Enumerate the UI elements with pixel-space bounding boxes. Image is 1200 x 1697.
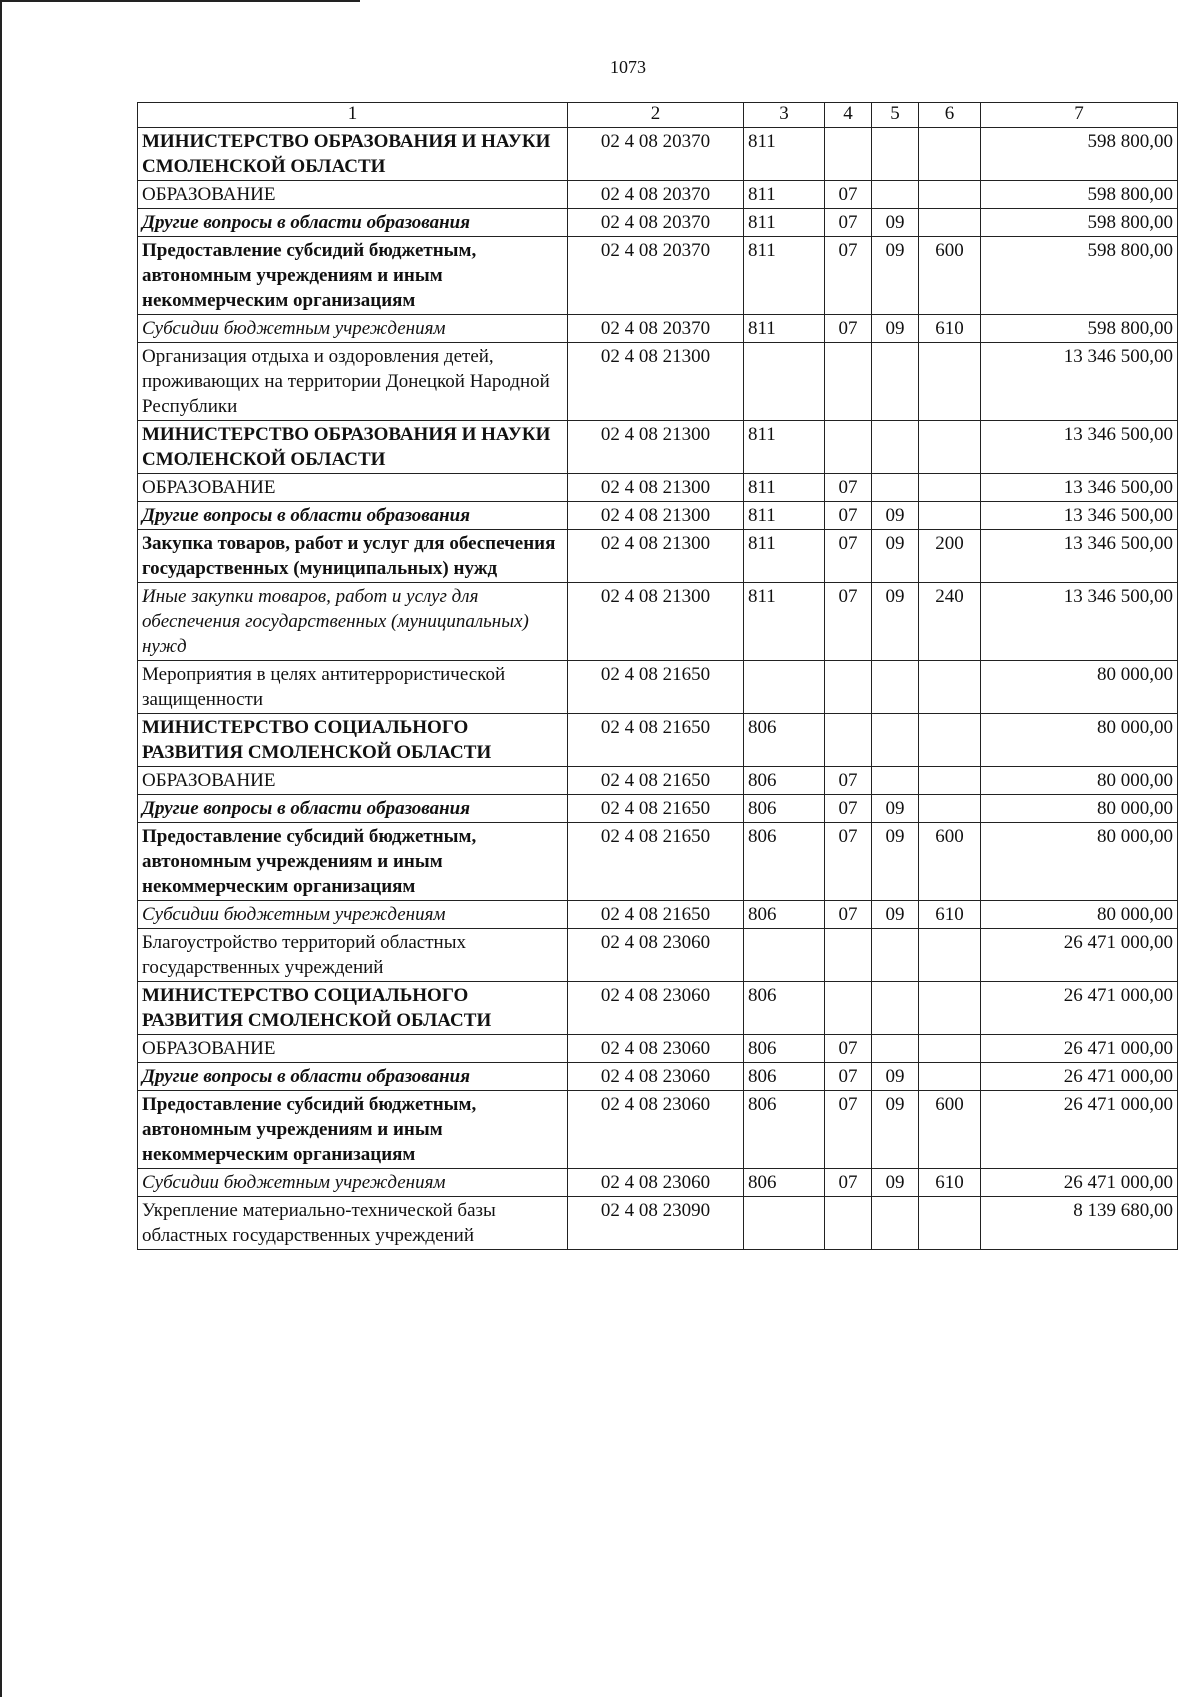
ministry-code-cell: 811: [744, 315, 825, 343]
subsection-cell: 09: [872, 1169, 919, 1197]
amount-cell: 13 346 500,00: [981, 421, 1178, 474]
amount-cell: 8 139 680,00: [981, 1197, 1178, 1250]
section-cell: 07: [825, 823, 872, 901]
column-header: 7: [981, 103, 1178, 128]
row-name-cell: ОБРАЗОВАНИЕ: [138, 474, 568, 502]
row-name-cell: Закупка товаров, работ и услуг для обеспечения государственных (муниципальных) нужд: [138, 530, 568, 583]
ministry-code-cell: 811: [744, 237, 825, 315]
ministry-code-cell: 811: [744, 502, 825, 530]
row-name-cell: Укрепление материально-технической базы областных государственных учреждений: [138, 1197, 568, 1250]
subsection-cell: 09: [872, 823, 919, 901]
row-name-cell: Благоустройство территорий областных государственных учреждений: [138, 929, 568, 982]
ministry-code-cell: 806: [744, 1063, 825, 1091]
ministry-code-cell: 806: [744, 1169, 825, 1197]
expense-type-cell: 240: [919, 583, 981, 661]
amount-cell: 598 800,00: [981, 181, 1178, 209]
section-cell: [825, 929, 872, 982]
row-name-cell: Другие вопросы в области образования: [138, 1063, 568, 1091]
target-article-cell: 02 4 08 23060: [568, 1035, 744, 1063]
subsection-cell: 09: [872, 209, 919, 237]
row-name-cell: МИНИСТЕРСТВО СОЦИАЛЬНОГО РАЗВИТИЯ СМОЛЕНСКОЙ ОБЛАСТИ: [138, 982, 568, 1035]
amount-cell: 13 346 500,00: [981, 474, 1178, 502]
ministry-code-cell: 806: [744, 714, 825, 767]
target-article-cell: 02 4 08 21300: [568, 583, 744, 661]
target-article-cell: 02 4 08 21300: [568, 421, 744, 474]
row-name-cell: МИНИСТЕРСТВО СОЦИАЛЬНОГО РАЗВИТИЯ СМОЛЕНСКОЙ ОБЛАСТИ: [138, 714, 568, 767]
subsection-cell: 09: [872, 530, 919, 583]
target-article-cell: 02 4 08 20370: [568, 237, 744, 315]
amount-cell: 80 000,00: [981, 823, 1178, 901]
table-row: [138, 583, 1178, 661]
table-row: [138, 502, 1178, 530]
table-row: [138, 343, 1178, 421]
row-name-cell: МИНИСТЕРСТВО ОБРАЗОВАНИЯ И НАУКИ СМОЛЕНСКОЙ ОБЛАСТИ: [138, 128, 568, 181]
table-row: [138, 661, 1178, 714]
expense-type-cell: [919, 929, 981, 982]
subsection-cell: [872, 474, 919, 502]
target-article-cell: 02 4 08 21650: [568, 714, 744, 767]
expense-type-cell: [919, 421, 981, 474]
subsection-cell: [872, 1035, 919, 1063]
table-row: [138, 823, 1178, 901]
ministry-code-cell: 811: [744, 474, 825, 502]
column-header: 6: [919, 103, 981, 128]
expense-type-cell: [919, 661, 981, 714]
table-row: [138, 474, 1178, 502]
amount-cell: 13 346 500,00: [981, 343, 1178, 421]
ministry-code-cell: 806: [744, 1035, 825, 1063]
ministry-code-cell: 806: [744, 823, 825, 901]
expense-type-cell: [919, 767, 981, 795]
target-article-cell: 02 4 08 21650: [568, 661, 744, 714]
target-article-cell: 02 4 08 20370: [568, 181, 744, 209]
table-row: [138, 181, 1178, 209]
row-name-cell: Мероприятия в целях антитеррористической защищенности: [138, 661, 568, 714]
ministry-code-cell: 811: [744, 530, 825, 583]
expense-type-cell: [919, 1035, 981, 1063]
subsection-cell: 09: [872, 901, 919, 929]
ministry-code-cell: 806: [744, 901, 825, 929]
expense-type-cell: 600: [919, 237, 981, 315]
row-name-cell: Субсидии бюджетным учреждениям: [138, 315, 568, 343]
amount-cell: 598 800,00: [981, 128, 1178, 181]
table-body: [138, 128, 1178, 1250]
target-article-cell: 02 4 08 20370: [568, 209, 744, 237]
subsection-cell: [872, 128, 919, 181]
amount-cell: 26 471 000,00: [981, 929, 1178, 982]
expense-type-cell: 610: [919, 901, 981, 929]
section-cell: 07: [825, 1091, 872, 1169]
subsection-cell: [872, 343, 919, 421]
table-row: [138, 1169, 1178, 1197]
target-article-cell: 02 4 08 23090: [568, 1197, 744, 1250]
table-row: [138, 530, 1178, 583]
subsection-cell: [872, 929, 919, 982]
budget-table: [137, 102, 1178, 1250]
expense-type-cell: [919, 128, 981, 181]
expense-type-cell: [919, 1063, 981, 1091]
amount-cell: 13 346 500,00: [981, 530, 1178, 583]
subsection-cell: [872, 181, 919, 209]
ministry-code-cell: 806: [744, 767, 825, 795]
target-article-cell: 02 4 08 23060: [568, 1091, 744, 1169]
row-name-cell: Субсидии бюджетным учреждениям: [138, 1169, 568, 1197]
expense-type-cell: [919, 1197, 981, 1250]
section-cell: 07: [825, 583, 872, 661]
subsection-cell: 09: [872, 502, 919, 530]
row-name-cell: ОБРАЗОВАНИЕ: [138, 1035, 568, 1063]
target-article-cell: 02 4 08 23060: [568, 1169, 744, 1197]
row-name-cell: Предоставление субсидий бюджетным, автономным учреждениям и иным некоммерческим организациям: [138, 823, 568, 901]
ministry-code-cell: 811: [744, 421, 825, 474]
table-row: [138, 982, 1178, 1035]
subsection-cell: 09: [872, 795, 919, 823]
column-header: 2: [568, 103, 744, 128]
expense-type-cell: [919, 181, 981, 209]
ministry-code-cell: [744, 661, 825, 714]
row-name-cell: Субсидии бюджетным учреждениям: [138, 901, 568, 929]
expense-type-cell: 600: [919, 823, 981, 901]
ministry-code-cell: 811: [744, 181, 825, 209]
amount-cell: 13 346 500,00: [981, 502, 1178, 530]
expense-type-cell: [919, 982, 981, 1035]
section-cell: 07: [825, 237, 872, 315]
subsection-cell: [872, 767, 919, 795]
subsection-cell: 09: [872, 1063, 919, 1091]
table-row: [138, 1197, 1178, 1250]
section-cell: 07: [825, 530, 872, 583]
page-edge-left: [0, 0, 2, 1697]
section-cell: [825, 128, 872, 181]
ministry-code-cell: [744, 929, 825, 982]
target-article-cell: 02 4 08 21300: [568, 474, 744, 502]
amount-cell: 13 346 500,00: [981, 583, 1178, 661]
subsection-cell: 09: [872, 1091, 919, 1169]
table-row: [138, 421, 1178, 474]
table-row: [138, 714, 1178, 767]
expense-type-cell: 610: [919, 315, 981, 343]
section-cell: [825, 982, 872, 1035]
table-row: [138, 209, 1178, 237]
section-cell: 07: [825, 315, 872, 343]
expense-type-cell: 200: [919, 530, 981, 583]
target-article-cell: 02 4 08 21300: [568, 530, 744, 583]
table-row: [138, 1091, 1178, 1169]
table-row: [138, 795, 1178, 823]
target-article-cell: 02 4 08 21650: [568, 823, 744, 901]
row-name-cell: Предоставление субсидий бюджетным, автономным учреждениям и иным некоммерческим организациям: [138, 1091, 568, 1169]
row-name-cell: Организация отдыха и оздоровления детей, проживающих на территории Донецкой Народной Республики: [138, 343, 568, 421]
row-name-cell: Предоставление субсидий бюджетным, автономным учреждениям и иным некоммерческим организациям: [138, 237, 568, 315]
subsection-cell: [872, 982, 919, 1035]
ministry-code-cell: 811: [744, 209, 825, 237]
expense-type-cell: [919, 474, 981, 502]
row-name-cell: Другие вопросы в области образования: [138, 795, 568, 823]
section-cell: 07: [825, 901, 872, 929]
target-article-cell: 02 4 08 23060: [568, 929, 744, 982]
ministry-code-cell: 811: [744, 583, 825, 661]
amount-cell: 26 471 000,00: [981, 1091, 1178, 1169]
target-article-cell: 02 4 08 23060: [568, 1063, 744, 1091]
row-name-cell: Иные закупки товаров, работ и услуг для обеспечения государственных (муниципальных) нужд: [138, 583, 568, 661]
amount-cell: 80 000,00: [981, 795, 1178, 823]
section-cell: 07: [825, 1169, 872, 1197]
target-article-cell: 02 4 08 21300: [568, 502, 744, 530]
amount-cell: 80 000,00: [981, 901, 1178, 929]
section-cell: [825, 714, 872, 767]
table-row: [138, 315, 1178, 343]
expense-type-cell: 610: [919, 1169, 981, 1197]
ministry-code-cell: 806: [744, 982, 825, 1035]
subsection-cell: 09: [872, 237, 919, 315]
subsection-cell: [872, 1197, 919, 1250]
amount-cell: 26 471 000,00: [981, 1035, 1178, 1063]
subsection-cell: 09: [872, 315, 919, 343]
target-article-cell: 02 4 08 20370: [568, 315, 744, 343]
section-cell: 07: [825, 1063, 872, 1091]
amount-cell: 80 000,00: [981, 661, 1178, 714]
amount-cell: 26 471 000,00: [981, 1063, 1178, 1091]
ministry-code-cell: 811: [744, 128, 825, 181]
expense-type-cell: 600: [919, 1091, 981, 1169]
table-row: [138, 1035, 1178, 1063]
expense-type-cell: [919, 795, 981, 823]
page-edge-top: [0, 0, 360, 2]
section-cell: 07: [825, 474, 872, 502]
amount-cell: 26 471 000,00: [981, 1169, 1178, 1197]
column-header: 4: [825, 103, 872, 128]
section-cell: [825, 1197, 872, 1250]
target-article-cell: 02 4 08 21650: [568, 901, 744, 929]
subsection-cell: [872, 661, 919, 714]
table-row: [138, 901, 1178, 929]
target-article-cell: 02 4 08 21650: [568, 795, 744, 823]
section-cell: [825, 661, 872, 714]
table-row: [138, 128, 1178, 181]
section-cell: [825, 421, 872, 474]
section-cell: 07: [825, 502, 872, 530]
subsection-cell: 09: [872, 583, 919, 661]
target-article-cell: 02 4 08 21300: [568, 343, 744, 421]
section-cell: 07: [825, 795, 872, 823]
expense-type-cell: [919, 209, 981, 237]
target-article-cell: 02 4 08 20370: [568, 128, 744, 181]
target-article-cell: 02 4 08 21650: [568, 767, 744, 795]
row-name-cell: МИНИСТЕРСТВО ОБРАЗОВАНИЯ И НАУКИ СМОЛЕНСКОЙ ОБЛАСТИ: [138, 421, 568, 474]
header-row: [138, 103, 1178, 128]
expense-type-cell: [919, 502, 981, 530]
page-number: 1073: [610, 57, 646, 77]
row-name-cell: Другие вопросы в области образования: [138, 209, 568, 237]
amount-cell: 80 000,00: [981, 714, 1178, 767]
table-row: [138, 929, 1178, 982]
section-cell: [825, 343, 872, 421]
subsection-cell: [872, 714, 919, 767]
table-row: [138, 237, 1178, 315]
expense-type-cell: [919, 714, 981, 767]
ministry-code-cell: 806: [744, 1091, 825, 1169]
target-article-cell: 02 4 08 23060: [568, 982, 744, 1035]
section-cell: 07: [825, 209, 872, 237]
table-row: [138, 767, 1178, 795]
expense-type-cell: [919, 343, 981, 421]
section-cell: 07: [825, 767, 872, 795]
amount-cell: 598 800,00: [981, 209, 1178, 237]
amount-cell: 598 800,00: [981, 237, 1178, 315]
amount-cell: 80 000,00: [981, 767, 1178, 795]
section-cell: 07: [825, 181, 872, 209]
column-header: 1: [138, 103, 568, 128]
ministry-code-cell: [744, 343, 825, 421]
section-cell: 07: [825, 1035, 872, 1063]
table-header: [138, 103, 1178, 128]
row-name-cell: ОБРАЗОВАНИЕ: [138, 181, 568, 209]
ministry-code-cell: [744, 1197, 825, 1250]
row-name-cell: ОБРАЗОВАНИЕ: [138, 767, 568, 795]
column-header: 3: [744, 103, 825, 128]
ministry-code-cell: 806: [744, 795, 825, 823]
column-header: 5: [872, 103, 919, 128]
amount-cell: 26 471 000,00: [981, 982, 1178, 1035]
row-name-cell: Другие вопросы в области образования: [138, 502, 568, 530]
table-row: [138, 1063, 1178, 1091]
amount-cell: 598 800,00: [981, 315, 1178, 343]
subsection-cell: [872, 421, 919, 474]
